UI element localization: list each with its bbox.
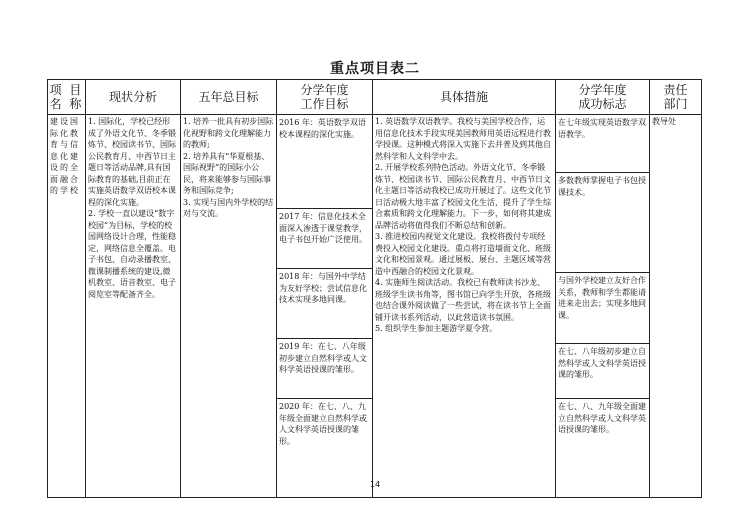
table-row bbox=[48, 115, 702, 498]
header-yearly-mark: 分学年度 成功标志 bbox=[556, 80, 650, 115]
yearly-goal-2017: 2017 年：信息化技术全面深入渗透于课堂教学，电子书包开始广泛使用。 bbox=[277, 208, 372, 268]
measures-cell: 1. 英语数学双语教学。我校与美国学校合作，运用信息化技术手段实现美国教师用英语远程进行教学授课。这种模式将深入实施下去并普及到其他自然科学和人文科学中去。 2. 开展学校系列特色活动。外语文化节、冬季锻炼节、校园读书节、国际公民教育月、中西节日文化主题日等活动我校已成功开展过了。这些文化节日活动极大地丰富了校园文化生活，提升了学生综合素质和跨文化理解能力。下一步，如何将其建成品牌活动将值得我们不断总结和创新。 3. 推进校园内视觉文化建设。我校将拨付专项经费投入校园文化建设。重点将打造墙面文化、班级文化和校园景观。通过展板、展台、主题区域等营造中西融合的校园文化景观。 4. 实施师生阅读活动。我校已有教师读书沙龙、班级学生读书角等，图书馆已向学生开放，各班级也结合课外阅读做了一些尝试，将在读书节上全面铺开读书系列活动，以此营造读书氛围。 5. 组织学生参加主题游学夏令营。 bbox=[373, 115, 556, 498]
yearly-mark-2016: 在七年级实现英语数学双语教学。 bbox=[558, 118, 646, 139]
header-yearly-goal: 分学年度 工作目标 bbox=[277, 80, 373, 115]
page-number: 14 bbox=[369, 480, 381, 489]
header-five-year-goal: 五年总目标 bbox=[181, 80, 277, 115]
header-row bbox=[48, 80, 702, 115]
yearly-mark-2019: 在七、八年级初步建立自然科学或人文科学英语授课的雏形。 bbox=[556, 343, 649, 398]
header-project-name: 项 目 名 称 bbox=[48, 80, 86, 115]
project-name-cell: 建设国际化教育与信息化建设的全面融合的学校 bbox=[48, 115, 86, 498]
dept-cell: 教导处 bbox=[650, 115, 702, 498]
yearly-goal-cell bbox=[277, 115, 373, 498]
yearly-goal-2020: 2020 年：在七、八、九年级全面建立自然科学或人文科学英语授课的雏形。 bbox=[277, 398, 372, 497]
yearly-mark-2018: 与国外学校建立友好合作关系，教师和学生都能请进来走出去；实现多地同课。 bbox=[556, 272, 649, 343]
key-project-table bbox=[47, 79, 702, 498]
status-analysis-cell: 1. 国际化，学校已经形成了外语文化节、冬季锻炼节、校园读书节、国际公民教育月、中西节日主题日等活动品牌,具有国际教育的基础,目前正在实施英语数学双语校本课程的深化实施。 2. 学校一直以建设“数字校园”为目标，学校的校园网络设计合理，性能稳定，网络信息全覆盖。电子书包、自动录播教室、微课制播系统的建设,微机教室、语音教室、电子阅览室等配备齐全。 bbox=[86, 115, 181, 498]
five-year-goal-cell: 1. 培养一批具有初步国际化视野和跨文化理解能力的教师; 2. 培养具有“华夏根基、国际视野”的国际小公民，将来能够参与国际事务和国际竞争; 3. 实现与国内外学校的结对与交流。 bbox=[181, 115, 277, 498]
yearly-mark-2017: 多数教师掌握电子书包授课技术。 bbox=[556, 172, 649, 272]
yearly-mark-cell bbox=[556, 115, 650, 498]
header-dept: 责任 部门 bbox=[650, 80, 702, 115]
yearly-goal-2019: 2019 年：在七、八年级初步建立自然科学或人文科学英语授课的雏形。 bbox=[277, 338, 372, 398]
page-title: 重点项目表二 bbox=[330, 61, 420, 77]
header-measures: 具体措施 bbox=[373, 80, 556, 115]
yearly-mark-2020: 在七、八、九年级全面建立自然科学或人文科学英语授课的雏形。 bbox=[556, 398, 649, 497]
header-status-analysis: 现状分析 bbox=[86, 80, 181, 115]
yearly-goal-2018: 2018 年：与国外中学结为友好学校；尝试信息化技术实现多地同课。 bbox=[277, 268, 372, 338]
yearly-goal-2016: 2016 年：英语数学双语校本课程的深化实施。 bbox=[279, 118, 366, 139]
